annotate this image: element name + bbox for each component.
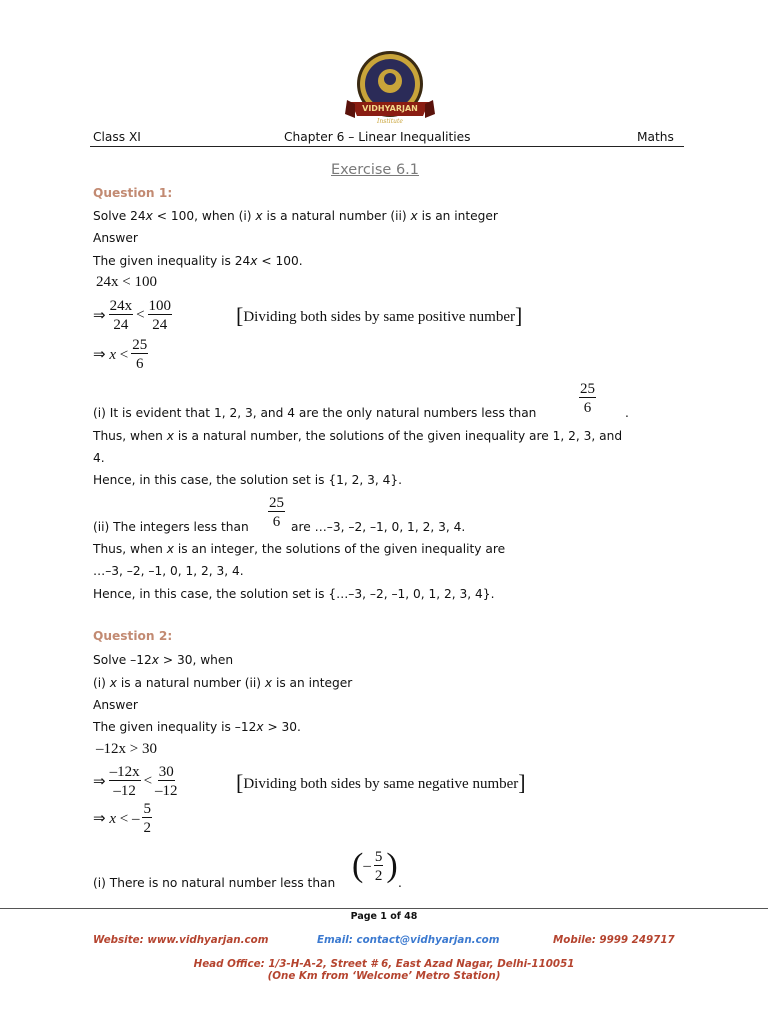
logo-brand-text: VIDHYARJAN xyxy=(362,104,418,113)
footer-head-office: Head Office: 1/3-H-A-2, Street # 6, East Azad Nagar, Delhi-110051 xyxy=(193,958,575,970)
header-class: Class XI xyxy=(93,130,141,144)
question-2-given: The given inequality is –12x > 30. xyxy=(93,720,301,734)
q1-para-2-cont: 4. xyxy=(93,451,105,465)
q1-para-1-fraction: $\frac{25}{6}$ xyxy=(580,381,595,416)
q1-para-4-fraction: $\frac{25}{6}$ xyxy=(269,495,284,530)
q1-para-4-cont: are …–3, –2, –1, 0, 1, 2, 3, 4. xyxy=(291,520,466,534)
q1-step-2-note: [Dividing both sides by same positive number] xyxy=(236,303,523,328)
exercise-title: Exercise 6.1 xyxy=(331,162,420,178)
q2-step-2-note: [Dividing both sides by same negative number] xyxy=(236,770,526,795)
question-1-answer-label: Answer xyxy=(93,231,138,245)
q1-para-2: Thus, when x is a natural number, the solutions of the given inequality are 1, 2, 3, and xyxy=(93,429,623,443)
q1-para-3: Hence, in this case, the solution set is {1, 2, 3, 4}. xyxy=(93,473,402,487)
footer-rule xyxy=(0,908,768,909)
logo-sub-text: Institute xyxy=(377,118,403,125)
page-number: Page 1 of 48 xyxy=(350,911,418,922)
institute-logo xyxy=(343,48,437,132)
footer-email: Email: contact@vidhyarjan.com xyxy=(317,934,500,946)
question-2-answer-label: Answer xyxy=(93,698,138,712)
q2-para-1: (i) There is no natural number less than xyxy=(93,876,336,890)
header-chapter: Chapter 6 – Linear Inequalities xyxy=(284,130,471,144)
header-rule xyxy=(90,146,684,147)
question-1-prompt: Solve 24x < 100, when (i) x is a natural number (ii) x is an integer xyxy=(93,209,498,223)
footer-website: Website: www.vidhyarjan.com xyxy=(93,934,269,946)
footer-head-office-note: (One Km from ‘Welcome’ Metro Station) xyxy=(267,970,501,982)
question-1-heading: Question 1: xyxy=(93,186,173,200)
q1-step-3: ⇒ x < $\frac{25}{6}$ xyxy=(93,337,148,372)
question-2-heading: Question 2: xyxy=(93,629,173,643)
q1-para-1: (i) It is evident that 1, 2, 3, and 4 are the only natural numbers less than xyxy=(93,406,537,420)
q1-step-2: ⇒ $\frac{24x}{24}$ < $\frac{100}{24}$ xyxy=(93,298,172,333)
q2-step-3: ⇒ x < – $\frac{5}{2}$ xyxy=(93,801,151,836)
q2-para-1-fraction: ( – $\frac{5}{2}$ ) xyxy=(352,847,398,884)
q2-step-2: ⇒ $\frac{-12x}{-12}$ < $\frac{30}{-12}$ xyxy=(93,764,178,799)
q1-para-1-end: . xyxy=(625,406,629,420)
q1-para-5: Thus, when x is an integer, the solutions of the given inequality are xyxy=(93,542,506,556)
question-1-given: The given inequality is 24x < 100. xyxy=(93,254,303,268)
q2-para-1-end: . xyxy=(398,876,402,890)
question-2-prompt-cont: (i) x is a natural number (ii) x is an integer xyxy=(93,676,353,690)
question-2-prompt: Solve –12x > 30, when xyxy=(93,653,234,667)
q1-para-4: (ii) The integers less than xyxy=(93,520,249,534)
footer-mobile: Mobile: 9999 249717 xyxy=(553,934,675,946)
q1-para-6: Hence, in this case, the solution set is {…–3, –2, –1, 0, 1, 2, 3, 4}. xyxy=(93,587,495,601)
q2-step-1: –12x > 30 xyxy=(96,741,157,757)
header-subject: Maths xyxy=(637,130,674,144)
q1-para-5-cont: …–3, –2, –1, 0, 1, 2, 3, 4. xyxy=(93,564,244,578)
q1-step-1: 24x < 100 xyxy=(96,274,157,290)
